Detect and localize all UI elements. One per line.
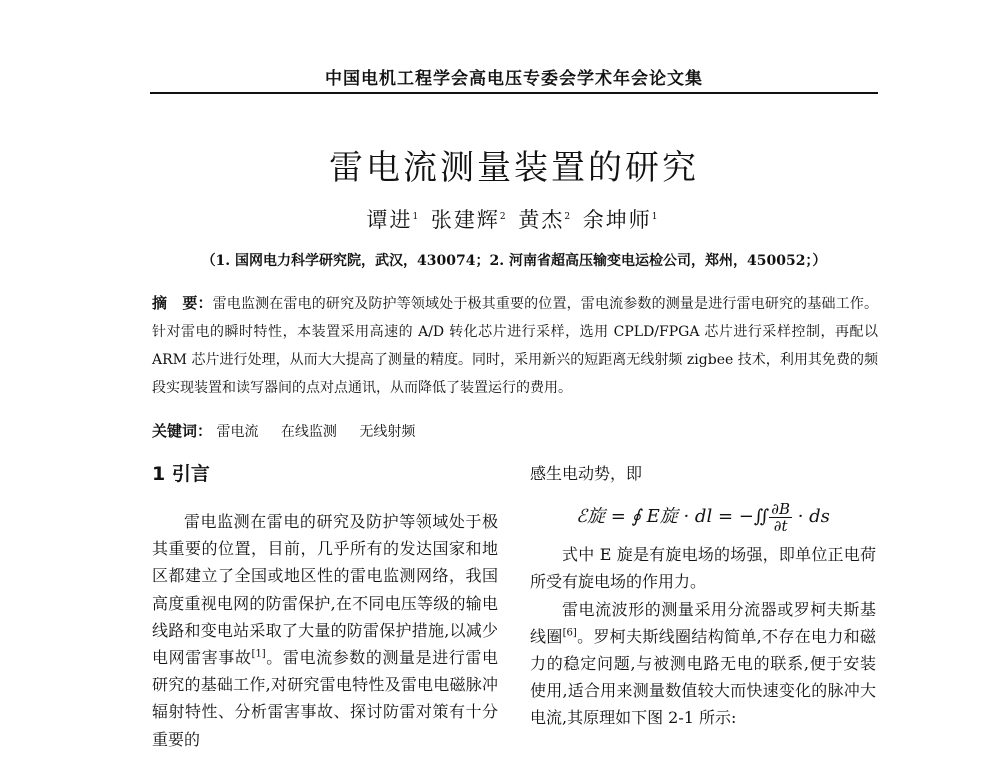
author-affil-mark: 2 — [499, 212, 506, 222]
affiliations: （1. 国网电力科学研究院，武汉，430074；2. 河南省超高压输变电运检公司，郑州，450052；） — [201, 253, 827, 269]
author-name: 谭进 — [366, 208, 413, 232]
abstract-label: 摘 要： — [152, 294, 213, 312]
equation-lead: 感生电动势，即 — [530, 464, 643, 483]
abstract-text: 雷电监测在雷电的研究及防护等领域处于极其重要的位置，雷电流参数的测量是进行雷电研究的基础工作。针对雷电的瞬时特性，本装置采用高速的 A/D 转化芯片进行采样，选用 CPLD/FPGA 芯片进行采样控制，再配以 ARM 芯片进行处理，从而大大提高了测量的精度。同时，采用新兴的短距离无线射频 zigbee 技术，利用其免费的频段实现装置和读写器间的点对点通讯，从而降低了装置运行的费用。 — [152, 296, 878, 396]
keywords-label: 关键词： — [152, 422, 213, 440]
citation-ref: [1] — [251, 648, 266, 660]
equation-explanation: 式中 E 旋是有旋电场的场强，即单位正电荷所受有旋电场的作用力。 — [530, 545, 876, 592]
author-list — [150, 204, 878, 234]
keyword: 无线射频 — [359, 424, 416, 440]
keywords — [152, 420, 878, 441]
author-name: 张建辉 — [430, 208, 500, 232]
citation-ref: [6] — [562, 627, 577, 639]
right-column — [530, 460, 876, 732]
abstract — [152, 289, 878, 402]
intro-paragraph: 雷电监测在雷电的研究及防护等领域处于极其重要的位置，目前，几乎所有的发达国家和地区都建立了全国或地区性的雷电监测网络，我国高度重视电网的防雷保护,在不同电压等级的输电线路和变电站采取了大量的防雷保护措施,以减少电网雷害事故[1]。雷电流参数的测量是进行雷电研究的基础工作,对研究雷电特性及雷电电磁脉冲辐射特性、分析雷害事故、探讨防雷对策有十分重要的 — [152, 512, 498, 749]
author-name: 黄杰 — [518, 208, 565, 232]
faraday-equation: ℰ旋 = ∮ E旋 · dl = −∬ $\frac{\partial B}{\partial t}$ · ds — [576, 499, 830, 535]
author-name: 余坤师 — [582, 208, 652, 232]
author-affil-mark: 2 — [564, 212, 571, 222]
section-heading: 1 引言 — [152, 463, 210, 485]
running-header: 中国电机工程学会高电压专委会学术年会论文集 — [325, 69, 703, 89]
author-affil-mark: 1 — [651, 212, 658, 222]
left-column — [152, 460, 498, 753]
header-rule — [150, 92, 878, 94]
keyword: 在线监测 — [280, 424, 337, 440]
keyword: 雷电流 — [216, 424, 259, 440]
author-affil-mark: 1 — [412, 212, 419, 222]
paper-title: 雷电流测量装置的研究 — [329, 148, 699, 188]
rogowski-paragraph: 雷电流波形的测量采用分流器或罗柯夫斯基线圈[6]。罗柯夫斯线圈结构简单,不存在电力和磁力的稳定问题,与被测电路无电的联系,便于安装使用,适合用来测量数值较大而快速变化的脉冲大电流,其原理如下图 2-1 所示: — [530, 599, 876, 728]
